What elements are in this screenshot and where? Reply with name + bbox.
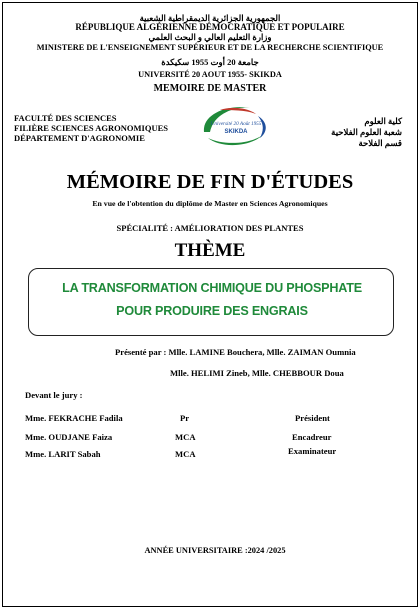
academic-year: ANNÉE UNIVERSITAIRE :2024 /2025: [144, 546, 286, 555]
jury-grade: Pr: [180, 413, 190, 423]
jury-name: Mme. LARIT Sabah: [25, 449, 101, 459]
jury-role: Examinateur: [288, 446, 337, 456]
jury-name: Mme. FEKRACHE Fadila: [25, 413, 123, 423]
theme-heading: THÈME: [174, 240, 246, 261]
faculty-ar: [331, 116, 402, 149]
subtitle: En vue de l'obtention du diplôme de Master en Sciences Agronomiques: [92, 199, 328, 208]
jury-label: Devant le jury :: [25, 390, 83, 400]
svg-text:SKIKDA: SKIKDA: [224, 129, 248, 135]
jury-grade: MCA: [175, 449, 196, 459]
theme-line-1: LA TRANSFORMATION CHIMIQUE DU PHOSPHATE: [62, 281, 362, 295]
memoire-master: MEMOIRE DE MASTER: [153, 83, 267, 94]
faculty-ar-line: شعبة العلوم الفلاحية: [331, 127, 402, 137]
arabic-ministry: وزارة التعليم العالي و البحث العلمي: [148, 32, 272, 42]
faculty-ar-line: قسم الفلاحة: [358, 138, 402, 148]
faculty-fr-line: DÉPARTEMENT D'AGRONOMIE: [14, 133, 145, 143]
svg-text:Université 20 Août 1955: Université 20 Août 1955: [210, 121, 262, 127]
jury-role: Encadreur: [292, 432, 332, 442]
university-logo-icon: [198, 102, 272, 150]
ministry-title: MINISTERE DE L'ENSEIGNEMENT SUPÉRIEUR ET DE LA RECHERCHE SCIENTIFIQUE: [36, 43, 384, 52]
faculty-fr: [14, 113, 168, 143]
jury-role: Président: [295, 413, 330, 423]
jury-name: Mme. OUDJANE Faiza: [25, 432, 113, 442]
faculty-fr-line: FILIÈRE SCIENCES AGRONOMIQUES: [14, 123, 168, 133]
university-title: UNIVERSITÉ 20 AOUT 1955- SKIKDA: [138, 70, 282, 79]
main-title: MÉMOIRE DE FIN D'ÉTUDES: [66, 171, 354, 193]
republic-title: RÉPUBLIQUE ALGÉRIENNE DÉMOCRATIQUE ET POPULAIRE: [75, 22, 345, 32]
university-logo: [198, 102, 272, 150]
presented-names-2: Mlle. HELIMI Zineb, Mlle. CHEBBOUR Doua: [170, 368, 344, 378]
presented-names-1: Mlle. LAMINE Bouchera, Mlle. ZAIMAN Oumnia: [168, 347, 356, 357]
presented-line-1: [115, 347, 356, 357]
faculty-fr-line: FACULTÉ DES SCIENCES: [14, 113, 117, 123]
specialty: SPÉCIALITÉ : AMÉLIORATION DES PLANTES: [116, 223, 304, 233]
arabic-republic: الجمهورية الجزائرية الديمقراطية الشعبية: [139, 13, 281, 23]
faculty-ar-line: كلية العلوم: [364, 116, 402, 126]
theme-box: [28, 268, 394, 336]
arabic-university: جامعة 20 أوت 1955 سكيكدة: [161, 57, 259, 67]
presented-label: Présenté par :: [115, 347, 167, 357]
jury-grade: MCA: [175, 432, 196, 442]
theme-line-2: POUR PRODUIRE DES ENGRAIS: [116, 304, 308, 318]
